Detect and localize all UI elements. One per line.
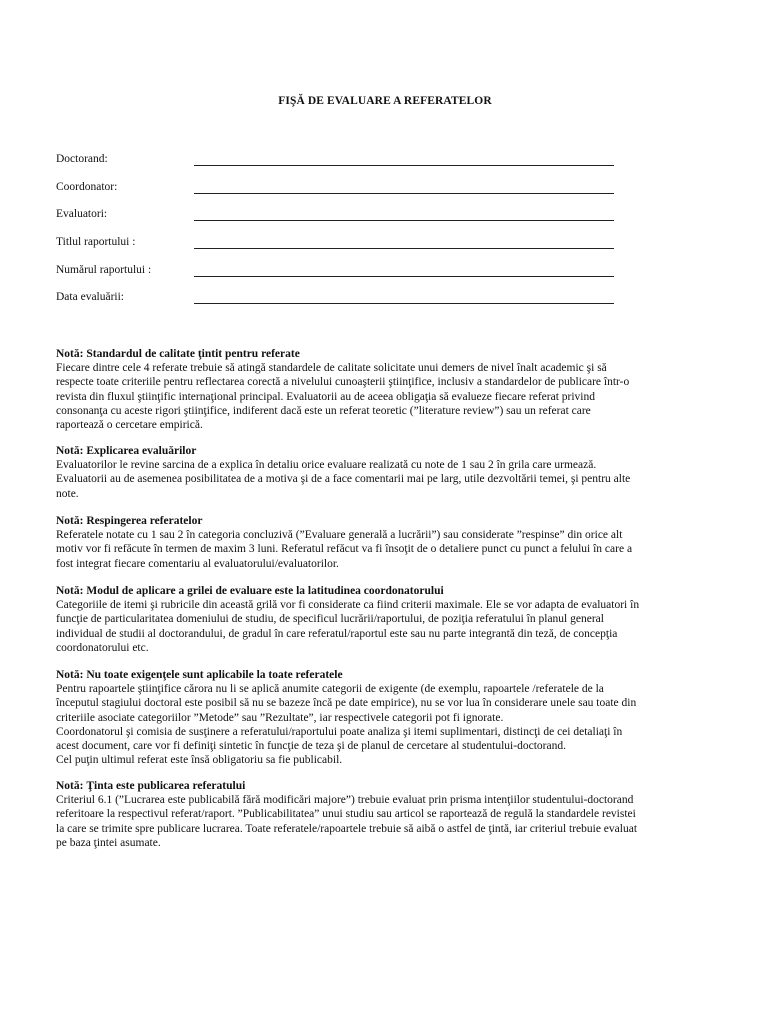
note-line: la care se trimite spre publicare lucrarea. Toate referatele/rapoartele trebuie să aibă o astfel de ţintă, iar criteriul trebuie evaluat (56, 822, 638, 835)
note-heading: Notă: Ţinta este publicarea referatului (56, 780, 246, 792)
note-line: începutul stagiului doctoral este posibil să nu se bazeze încă pe date empirice), nu se vor lua în considerare unele sau toate din (56, 697, 637, 710)
field-label: Coordonator: (56, 181, 118, 193)
note-line: fost integrat fiecare comentariu al evaluatorului/evaluatorilor. (56, 557, 339, 570)
fill-in-line[interactable] (194, 207, 614, 221)
field-data-evaluarii (56, 290, 626, 304)
note-line: Criteriul 6.1 (”Lucrarea este publicabilă fără modificări majore”) trebuie evaluat prin prisma intenţiilor studentului-doctorand (56, 794, 634, 807)
note-line: motiv vor fi refăcute în termen de maxim 3 luni. Referatul refăcut va fi însoţit de o detaliere punct cu punct a felului în care a (56, 543, 633, 556)
note-line: Fiecare dintre cele 4 referate trebuie să atingă standardele de calitate solicitate unui demers de nivel înalt academic şi să (56, 362, 607, 375)
note-line: consonanţa cu aceste rigori ştiinţifice, indiferent dacă este un referat teoretic (”literature review”) sau un referat care (56, 404, 591, 417)
note-requirements-applicability (56, 668, 716, 767)
note-line: Cel puţin ultimul referat este însă obligatoriu sa fie publicabil. (56, 754, 343, 767)
note-heading: Notă: Modul de aplicare a grilei de evaluare este la latitudinea coordonatorului (56, 585, 444, 597)
note-line: Referatele notate cu 1 sau 2 în categoria concluzivă (”Evaluare generală a lucrării”) sau considerate ”respinse” din orice alt (56, 529, 623, 542)
field-label: Doctorand: (56, 153, 108, 165)
note-evaluation-explanation (56, 444, 716, 501)
note-line: criteriile asociate categoriilor ”Metode” sau ”Rezultate”, iar respectivele categorii pot fi ignorate. (56, 711, 504, 724)
note-heading: Notă: Nu toate exigenţele sunt aplicabile la toate referatele (56, 669, 343, 681)
fill-in-line[interactable] (194, 235, 614, 249)
document-title: FIŞĂ DE EVALUARE A REFERATELOR (278, 95, 492, 107)
field-doctorand (56, 152, 626, 166)
note-line: revista din fluxul ştiinţific internaţional principal. Evaluatorii au de aceea obligaţia să evalueze fiecare referat privind (56, 390, 595, 403)
note-line: coordonatorului etc. (56, 641, 149, 654)
note-line: note. (56, 487, 79, 500)
fill-in-line[interactable] (194, 263, 614, 277)
note-line: funcţie de particularitatea domeniului de studiu, de specificul lucrării/raportului, de poziţia referatului în planul general (56, 613, 604, 626)
note-publication-target (56, 779, 716, 850)
fill-in-line[interactable] (194, 180, 614, 194)
note-line: pe baza ţintei asumate. (56, 836, 161, 849)
field-label: Numărul raportului : (56, 264, 152, 276)
fill-in-line[interactable] (194, 152, 614, 166)
field-evaluatori (56, 207, 626, 221)
field-titlul-raportului (56, 235, 626, 249)
field-label: Data evaluării: (56, 291, 125, 303)
note-line: Pentru rapoartele ştiinţifice cărora nu li se aplică anumite categorii de exigente (de exemplu, rapoartele /referatele de la (56, 683, 604, 696)
note-line: Evaluatorilor le revine sarcina de a explica în detaliu orice evaluare realizată cu note de 1 sau 2 în grila care urmează. (56, 459, 597, 472)
field-coordonator (56, 180, 626, 194)
note-heading: Notă: Respingerea referatelor (56, 515, 203, 527)
field-label: Titlul raportului : (56, 236, 136, 248)
field-numarul-raportului (56, 263, 626, 277)
note-line: referitoare la respectivul referat/raport. ”Publicabilitatea” unui studiu sau articol se raportează de regulă la standardele revistei (56, 808, 636, 821)
note-line: respecte toate criteriile pentru reflectarea corectă a nivelului cunoaşterii ştiinţifice, inclusiv a standardelor de publicare într-o (56, 376, 630, 389)
field-label: Evaluatori: (56, 208, 108, 220)
note-line: acest document, care vor fi definiţi sintetic în funcţie de teza şi de planul de cercetare al studentului-doctorand. (56, 740, 566, 753)
note-line: individual de studii al doctorandului, de gradul în care referatul/raportul este sau nu parte integrantă din teză, de concepţia (56, 627, 618, 640)
fill-in-line[interactable] (194, 290, 614, 304)
note-line: raportează o cercetare empirică. (56, 419, 203, 432)
note-line: Categoriile de itemi şi rubricile din această grilă vor fi considerate ca fiind criterii maximale. Ele se vor adapta de evaluatori în (56, 599, 640, 612)
note-line: Evaluatorii au de asemenea posibilitatea de a motiva şi de a face comentarii mai pe larg, utile dezvoltării temei, şi pentru alte (56, 473, 631, 486)
note-grid-application (56, 584, 716, 655)
note-rejection (56, 514, 716, 571)
note-quality-standard (56, 347, 716, 432)
note-line: Coordonatorul şi comisia de susţinere a referatului/raportului poate analiza şi itemi suplimentari, distincţi de cei detaliaţi în (56, 725, 623, 738)
note-heading: Notă: Standardul de calitate ţintit pentru referate (56, 348, 300, 360)
note-heading: Notă: Explicarea evaluărilor (56, 445, 197, 457)
